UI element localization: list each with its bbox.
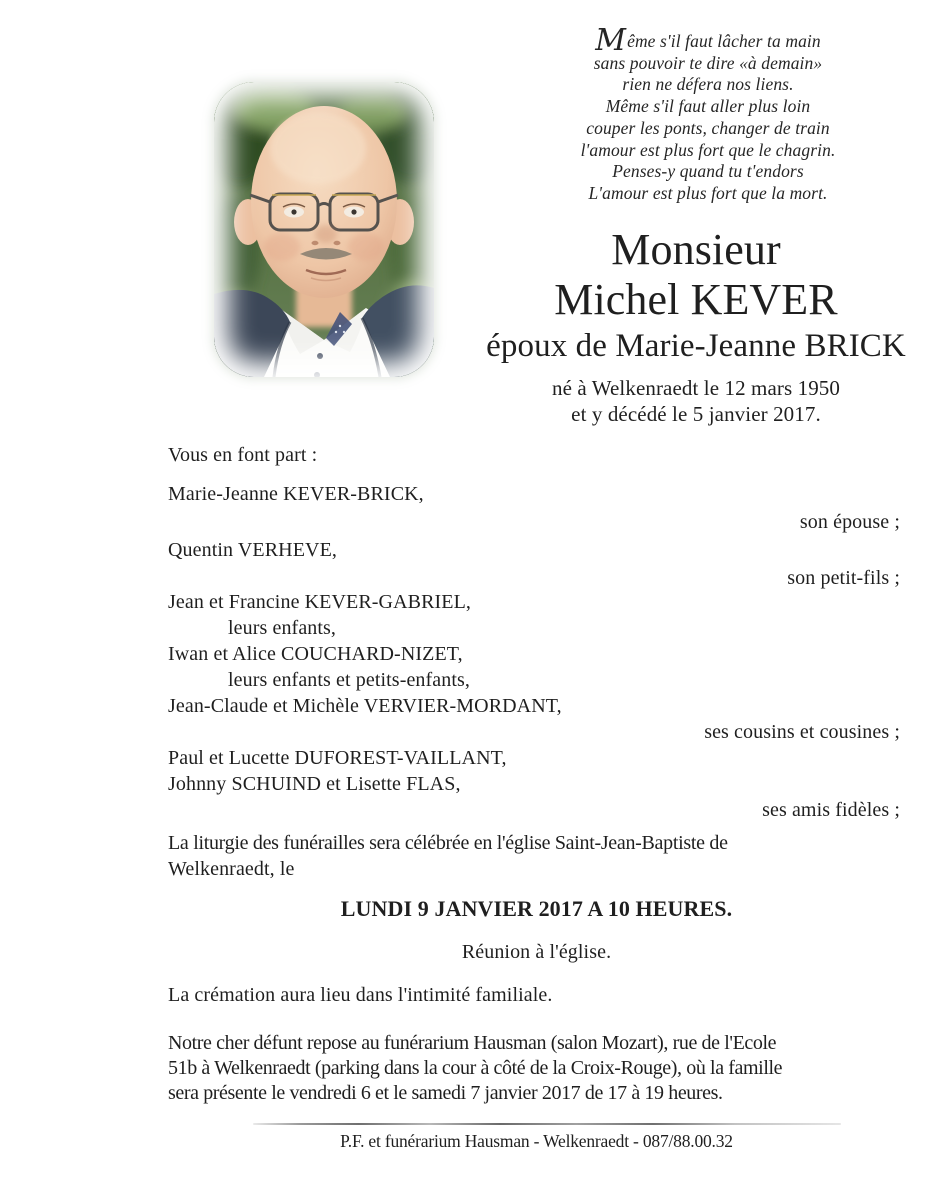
deceased-death-line: et y décédé le 5 janvier 2017. [571, 402, 821, 426]
announcement-intro: Vous en font part : [168, 444, 318, 466]
ceremony-date-line: LUNDI 9 JANVIER 2017 A 10 HEURES. [340, 896, 733, 921]
family-relation-line: ses amis fidèles ; [762, 799, 900, 821]
poem-line: rien ne défera nos liens. [622, 74, 794, 95]
family-line: Jean-Claude et Michèle VERVIER-MORDANT, [168, 695, 562, 717]
repose-line: sera présente le vendredi 6 et le samedi 7 janvier 2017 de 17 à 19 heures. [168, 1082, 723, 1104]
memorial-poem [500, 23, 916, 205]
family-relation-line: son épouse ; [799, 511, 900, 533]
portrait-illustration [214, 82, 434, 377]
poem-line [500, 23, 916, 58]
family-line: Johnny SCHUIND et Lisette FLAS, [168, 773, 461, 795]
family-relation-line: son petit-fils ; [787, 567, 900, 589]
repose-line: 51b à Welkenraedt (parking dans la cour à côté de la Croix-Rouge), où la famille [168, 1057, 783, 1079]
poem-initial-letter: M [595, 23, 627, 58]
family-line-indented: leurs enfants et petits-enfants, [228, 669, 471, 691]
poem-line: Même s'il faut aller plus loin [605, 96, 811, 117]
family-line: Iwan et Alice COUCHARD-NIZET, [168, 643, 463, 665]
family-line: Jean et Francine KEVER-GABRIEL, [168, 591, 472, 613]
deceased-name: Michel KEVER [554, 275, 838, 324]
deceased-title: Monsieur [611, 225, 781, 274]
meeting-line: Réunion à l'église. [461, 941, 612, 963]
family-line: Quentin VERHEVE, [168, 539, 337, 561]
deceased-birth-line: né à Welkenraedt le 12 mars 1950 [551, 376, 841, 400]
portrait-photo [214, 82, 434, 377]
poem-line-text: ême s'il faut lâcher ta main [627, 31, 821, 51]
family-relation-line: ses cousins et cousines ; [704, 721, 900, 743]
family-line-indented: leurs enfants, [228, 617, 337, 639]
family-line: Marie-Jeanne KEVER-BRICK, [168, 483, 424, 505]
poem-line: l'amour est plus fort que le chagrin. [580, 139, 836, 160]
poem-line: Penses-y quand tu t'endors [612, 161, 804, 182]
liturgy-line: Welkenraedt, le [168, 858, 295, 880]
family-line: Paul et Lucette DUFOREST-VAILLANT, [168, 747, 507, 769]
cremation-line: La crémation aura lieu dans l'intimité familiale. [168, 984, 553, 1006]
footer-divider [253, 1123, 841, 1125]
repose-line: Notre cher défunt repose au funérarium Hausman (salon Mozart), rue de l'Ecole [168, 1032, 777, 1054]
liturgy-line: La liturgie des funérailles sera célébrée en l'église Saint-Jean-Baptiste de [168, 832, 728, 854]
poem-line: couper les ponts, changer de train [586, 117, 830, 138]
deceased-spouse-line: époux de Marie-Jeanne BRICK [486, 328, 906, 364]
poem-line: sans pouvoir te dire «à demain» [593, 52, 823, 73]
poem-line: L'amour est plus fort que la mort. [588, 182, 828, 203]
funeral-home-credit: P.F. et funérarium Hausman - Welkenraedt - 087/88.00.32 [340, 1131, 733, 1151]
